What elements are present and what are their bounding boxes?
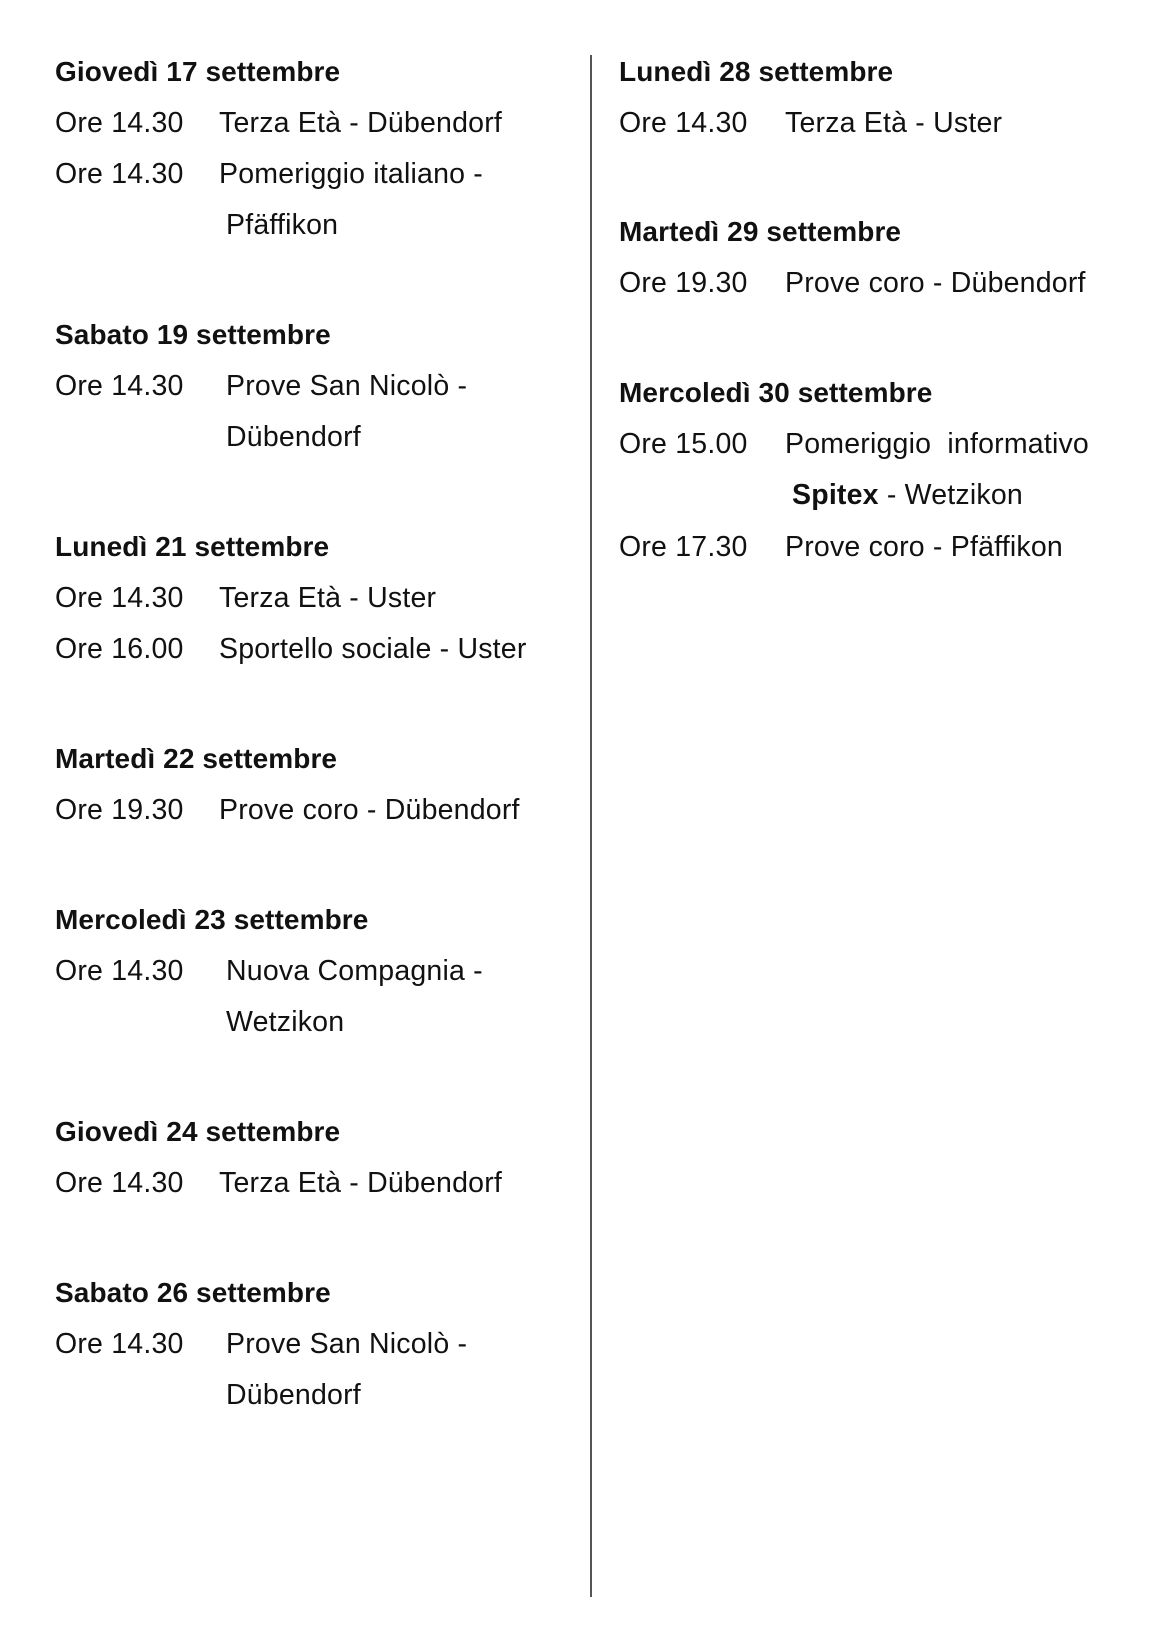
event-text: Prove coro - Dübendorf (785, 267, 1086, 299)
event-time: Ore 14.30 (55, 158, 184, 190)
event-time: Ore 14.30 (619, 107, 748, 139)
day-heading: Giovedì 17 settembre (55, 56, 341, 87)
event-text-continuation: Pfäffikon (226, 209, 339, 241)
event-time: Ore 15.00 (619, 428, 748, 460)
day-heading: Martedì 22 settembre (55, 743, 338, 774)
day-heading: Sabato 19 settembre (55, 319, 331, 350)
event-text: Sportello sociale - Uster (219, 633, 527, 665)
event-time: Ore 16.00 (55, 633, 184, 665)
event-text: Terza Età - Uster (785, 107, 1003, 139)
event-text-continuation (792, 481, 1023, 510)
event-time: Ore 14.30 (55, 1167, 184, 1199)
day-heading: Mercoledì 30 settembre (619, 377, 933, 408)
event-text: Prove coro - Dübendorf (219, 794, 520, 826)
event-time: Ore 14.30 (55, 107, 184, 139)
event-time: Ore 19.30 (55, 794, 184, 826)
event-time: Ore 14.30 (55, 582, 184, 614)
event-text-continuation: Dübendorf (226, 421, 361, 453)
event-text: Nuova Compagnia - (226, 955, 483, 987)
day-heading: Mercoledì 23 settembre (55, 904, 369, 935)
column-divider (590, 55, 592, 1597)
event-text: Terza Età - Uster (219, 582, 437, 614)
day-heading: Lunedì 28 settembre (619, 56, 894, 87)
event-text: Pomeriggio italiano - (219, 158, 483, 190)
day-heading: Sabato 26 settembre (55, 1277, 331, 1308)
event-text: Prove coro - Pfäffikon (785, 531, 1063, 563)
event-time: Ore 14.30 (55, 1328, 184, 1360)
event-text-continuation: Dübendorf (226, 1379, 361, 1411)
day-heading: Martedì 29 settembre (619, 216, 902, 247)
event-time: Ore 14.30 (55, 370, 184, 402)
event-time: Ore 19.30 (619, 267, 748, 299)
event-text-rest: - Wetzikon (878, 479, 1023, 511)
event-text-continuation: Wetzikon (226, 1006, 345, 1038)
event-text: Terza Età - Dübendorf (219, 107, 503, 139)
event-text: Prove San Nicolò - (226, 370, 468, 402)
event-text: Prove San Nicolò - (226, 1328, 468, 1360)
day-heading: Giovedì 24 settembre (55, 1116, 341, 1147)
event-text-bold: Spitex (792, 479, 879, 511)
day-heading: Lunedì 21 settembre (55, 531, 330, 562)
event-text: Pomeriggio informativo (785, 428, 1089, 460)
event-time: Ore 17.30 (619, 531, 748, 563)
event-time: Ore 14.30 (55, 955, 184, 987)
event-text: Terza Età - Dübendorf (219, 1167, 503, 1199)
